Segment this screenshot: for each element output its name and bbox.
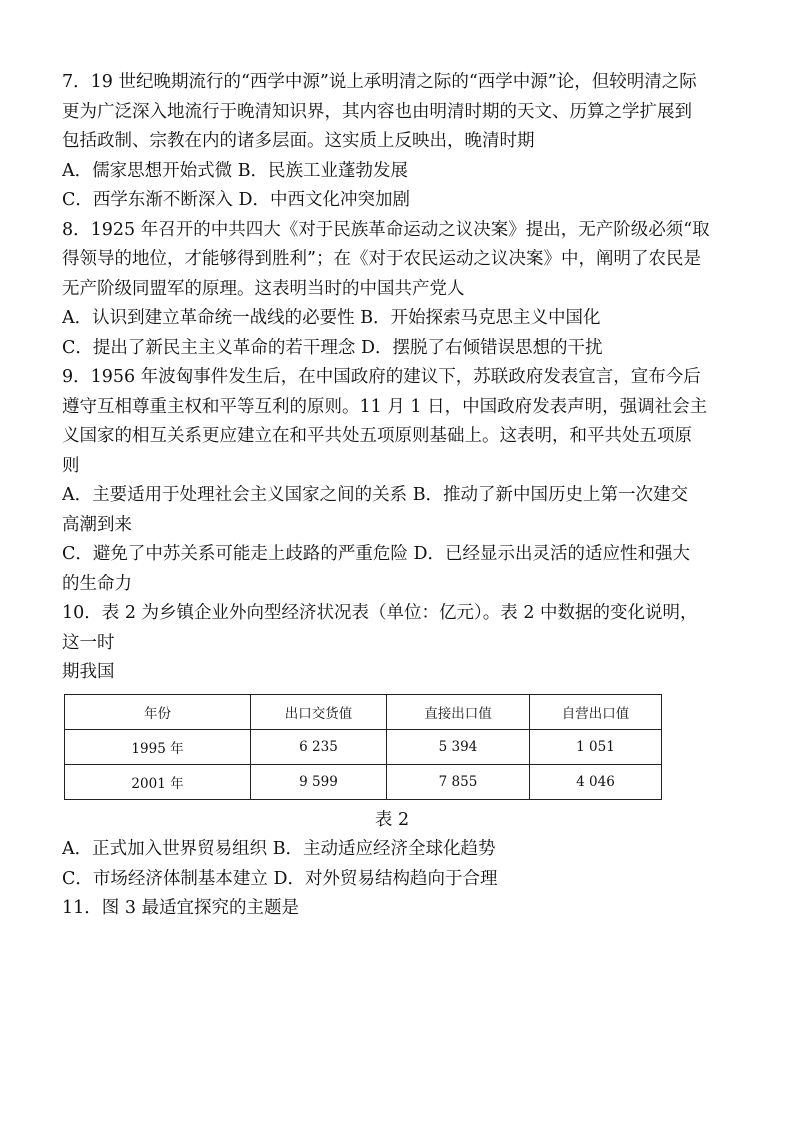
- question-7-stem-line: 7．19 世纪晚期流行的“西学中源”说上承明清之际的“西学中源”论，但较明清之际: [62, 72, 697, 92]
- question-7-option-line: A．儒家思想开始式微 B．民族工业蓬勃发展: [62, 160, 409, 181]
- question-11: [62, 894, 734, 924]
- table-cell: 1995 年: [65, 729, 251, 764]
- table-header-cell: 年份: [65, 694, 251, 729]
- table-cell: 5 394: [387, 729, 530, 764]
- question-8: [62, 216, 734, 364]
- question-9-option-line: 高潮到来: [62, 514, 132, 535]
- question-11-stem-line: 11．图 3 最适宜探究的主题是: [62, 898, 300, 918]
- table-row: [65, 764, 662, 799]
- question-8-stem-line: 无产阶级同盟军的原理。这表明当时的中国共产党人: [62, 278, 465, 299]
- question-9: [62, 363, 734, 599]
- question-7-stem-line: 包括政制、宗教在内的诸多层面。这实质上反映出，晚清时期: [62, 131, 535, 151]
- table-cell: 6 235: [251, 729, 387, 764]
- question-7-stem-line: 更为广泛深入地流行于晚清知识界，其内容也由明清时期的天文、历算之学扩展到: [62, 101, 692, 122]
- table-header-cell: 出口交货值: [251, 694, 387, 729]
- table-header-row: [65, 694, 662, 729]
- question-10-option-line: A．正式加入世界贸易组织 B．主动适应经济全球化趋势: [62, 839, 496, 859]
- question-8-option-line: A．认识到建立革命统一战线的必要性 B．开始探索马克思主义中国化: [62, 308, 601, 328]
- question-9-stem-line: 则: [62, 455, 80, 476]
- question-10-stem-line: 期我国: [62, 662, 115, 682]
- question-9-stem-line: 遵守互相尊重主权和平等互利的原则。11 月 1 日，中国政府发表声明，强调社会主: [62, 396, 708, 417]
- table-cell: 2001 年: [65, 764, 251, 799]
- table-cell: 1 051: [530, 729, 662, 764]
- export-data-table: [64, 694, 662, 800]
- question-7-option-line: C．西学东渐不断深入 D．中西文化冲突加剧: [62, 190, 410, 210]
- question-8-option-line: C．提出了新民主主义革命的若干理念 D．摆脱了右倾错误思想的干扰: [62, 337, 603, 358]
- table-cell: 7 855: [387, 764, 530, 799]
- question-10-stem-line: 10．表 2 为乡镇企业外向型经济状况表（单位：亿元）。表 2 中数据的变化说明，: [62, 603, 698, 623]
- table-caption: 表 2: [374, 809, 410, 830]
- question-9-stem-line: 义国家的相互关系更应建立在和平共处五项原则基础上。这表明，和平共处五项原: [62, 426, 692, 446]
- question-9-option-line: C．避免了中苏关系可能走上歧路的严重危险 D．已经显示出灵活的适应性和强大: [62, 544, 690, 564]
- question-10-stem-line: 这一时: [62, 632, 115, 653]
- question-9-option-line: 的生命力: [62, 573, 132, 594]
- table-header-cell: 自营出口值: [530, 694, 662, 729]
- question-10: [62, 599, 734, 894]
- table-header-cell: 直接出口值: [387, 694, 530, 729]
- table-cell: 4 046: [530, 764, 662, 799]
- question-8-stem-line: 8．1925 年召开的中共四大《对于民族革命运动之议决案》提出，无产阶级必须“取: [62, 219, 710, 240]
- question-8-stem-line: 得领导的地位，才能够得到胜利”；在《对于农民运动之议决案》中，阐明了农民是: [62, 249, 701, 269]
- table-cell: 9 599: [251, 764, 387, 799]
- table-row: [65, 729, 662, 764]
- question-9-stem-line: 9．1956 年波匈事件发生后，在中国政府的建议下，苏联政府发表宣言，宣布今后: [62, 367, 701, 387]
- question-7: [62, 68, 734, 216]
- question-9-option-line: A．主要适用于处理社会主义国家之间的关系 B．推动了新中国历史上第一次建交: [62, 485, 689, 505]
- question-10-option-line: C．市场经济体制基本建立 D．对外贸易结构趋向于合理: [62, 868, 498, 889]
